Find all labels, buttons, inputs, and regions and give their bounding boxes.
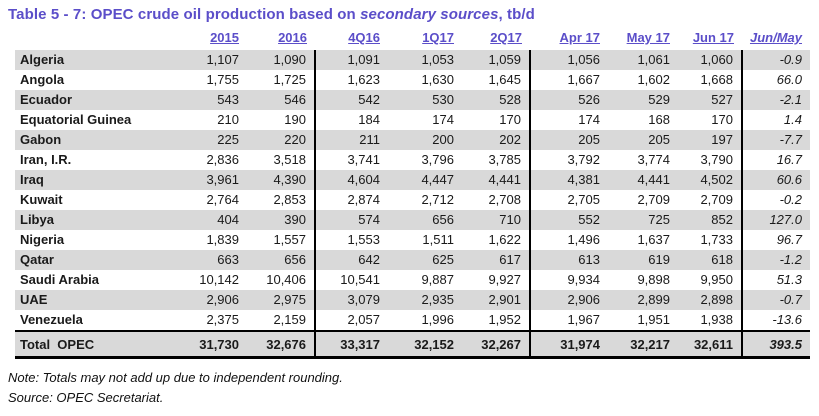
value-cell: 2,375 (206, 312, 239, 327)
value-cell: 656 (247, 250, 315, 270)
value-cell: 710 (462, 210, 530, 230)
value-cell: 1,667 (567, 72, 600, 87)
value-cell: 33,317 (315, 331, 388, 357)
value-cell: 205 (530, 130, 608, 150)
value-cell: 9,887 (421, 272, 454, 287)
value-cell: 4,390 (247, 170, 315, 190)
table-row (15, 170, 810, 190)
value-cell: 197 (678, 130, 742, 150)
value-cell: 2,709 (678, 190, 742, 210)
value-cell: -0.2 (779, 192, 802, 207)
table-row (15, 70, 810, 90)
value-cell: 1,511 (422, 232, 454, 247)
column-header-4q16: 4Q16 (348, 30, 380, 45)
header-country-col (15, 29, 185, 50)
value-cell: 96.7 (776, 232, 802, 247)
value-cell: 4,447 (388, 170, 462, 190)
value-cell: 3,790 (678, 150, 742, 170)
value-cell: -1.2 (742, 250, 810, 270)
value-cell: 32,217 (608, 331, 678, 357)
value-cell: 2,901 (462, 290, 530, 310)
value-cell: 9,898 (637, 272, 670, 287)
value-cell: 16.7 (776, 152, 802, 167)
value-cell: 725 (608, 210, 678, 230)
table-title-emphasis: secondary sources (360, 6, 499, 23)
value-cell: 211 (315, 130, 388, 150)
column-header-may-17: May 17 (626, 30, 670, 45)
value-cell: 642 (315, 250, 388, 270)
table-row (15, 130, 810, 150)
value-cell: 2,708 (462, 190, 530, 210)
value-cell: 1,645 (462, 70, 530, 90)
value-cell: 3,079 (315, 290, 388, 310)
note-rounding: Note: Totals may not add up due to independent rounding. (8, 369, 343, 385)
value-cell: 1,839 (206, 232, 239, 247)
value-cell: -0.9 (742, 50, 810, 70)
value-cell: 1,637 (637, 232, 670, 247)
value-cell: 2,899 (608, 290, 678, 310)
value-cell: 32,676 (247, 331, 315, 357)
value-cell: -7.7 (742, 130, 810, 150)
value-cell: 4,381 (530, 170, 608, 190)
value-cell: 1,056 (530, 50, 608, 70)
value-cell: 31,730 (185, 331, 247, 357)
value-cell: 1,602 (637, 72, 670, 87)
country-name: Total OPEC (15, 331, 185, 357)
column-header-2016: 2016 (278, 30, 307, 45)
value-cell: 170 (462, 110, 530, 130)
value-cell: -13.6 (772, 312, 802, 327)
value-cell: 202 (462, 130, 530, 150)
value-cell: 51.3 (776, 272, 802, 287)
country-name: Libya (15, 210, 185, 230)
table-row (15, 50, 810, 70)
value-cell: 2,836 (206, 152, 239, 167)
value-cell: 619 (608, 250, 678, 270)
value-cell: 527 (678, 90, 742, 110)
value-cell: 1,053 (388, 50, 462, 70)
value-cell: 1,996 (421, 312, 454, 327)
table-title-prefix: Table 5 - 7: OPEC crude oil production based on (8, 6, 361, 23)
value-cell: 9,927 (462, 270, 530, 290)
value-cell: 66.0 (776, 72, 802, 87)
value-cell: 663 (185, 250, 247, 270)
value-cell: 552 (530, 210, 608, 230)
country-name: Saudi Arabia (20, 272, 99, 287)
column-header-2015: 2015 (210, 30, 239, 45)
value-cell: 618 (678, 250, 742, 270)
note-source: Source: OPEC Secretariat. (8, 389, 164, 405)
value-cell: 1,553 (347, 232, 380, 247)
value-cell: -0.7 (742, 290, 810, 310)
value-cell: 3,792 (567, 152, 600, 167)
value-cell: 10,406 (247, 270, 315, 290)
value-cell: 60.6 (742, 170, 810, 190)
value-cell: 4,604 (315, 170, 388, 190)
value-cell: 2,709 (637, 192, 670, 207)
country-name: UAE (15, 290, 185, 310)
value-cell: 1,061 (608, 50, 678, 70)
table-row (15, 150, 810, 170)
value-cell: 184 (358, 112, 380, 127)
value-cell: 1,557 (247, 230, 315, 250)
value-cell: 1,755 (206, 72, 239, 87)
country-name: Nigeria (20, 232, 65, 247)
country-name: Qatar (15, 250, 185, 270)
value-cell: 404 (185, 210, 247, 230)
value-cell: 529 (608, 90, 678, 110)
value-cell: 1,496 (567, 232, 600, 247)
value-cell: 127.0 (742, 210, 810, 230)
value-cell: 3,518 (247, 150, 315, 170)
value-cell: 4,502 (678, 170, 742, 190)
value-cell: 220 (247, 130, 315, 150)
value-cell: 656 (388, 210, 462, 230)
value-cell: 1,938 (678, 310, 742, 331)
value-cell: 3,961 (185, 170, 247, 190)
total-row (15, 331, 810, 357)
table-row (15, 310, 810, 331)
value-cell: 3,796 (421, 152, 454, 167)
value-cell: 200 (388, 130, 462, 150)
value-cell: 613 (530, 250, 608, 270)
value-cell: 205 (608, 130, 678, 150)
country-name: Gabon (15, 130, 185, 150)
value-cell: -2.1 (742, 90, 810, 110)
value-cell: 32,152 (388, 331, 462, 357)
value-cell: 225 (185, 130, 247, 150)
value-cell: 2,874 (347, 192, 380, 207)
value-cell: 617 (462, 250, 530, 270)
value-cell: 2,159 (247, 310, 315, 331)
value-cell: 32,267 (462, 331, 530, 357)
value-cell: 1,668 (678, 70, 742, 90)
value-cell: 542 (315, 90, 388, 110)
value-cell: 4,441 (462, 170, 530, 190)
column-header-2q17: 2Q17 (490, 30, 522, 45)
opec-production-table (15, 29, 810, 359)
country-name: Angola (20, 72, 65, 87)
value-cell: 1,623 (347, 72, 380, 87)
value-cell: 1,059 (462, 50, 530, 70)
value-cell: 31,974 (530, 331, 608, 357)
value-cell: 625 (388, 250, 462, 270)
value-cell: 1.4 (783, 112, 802, 127)
value-cell: 10,142 (199, 272, 239, 287)
value-cell: 1,725 (247, 70, 315, 90)
value-cell: 543 (185, 90, 247, 110)
value-cell: 1,090 (247, 50, 315, 70)
value-cell: 170 (678, 110, 742, 130)
value-cell: 574 (315, 210, 388, 230)
value-cell: 9,934 (567, 272, 600, 287)
value-cell: 390 (247, 210, 315, 230)
value-cell: 190 (247, 110, 315, 130)
value-cell: 1,622 (462, 230, 530, 250)
column-header-apr-17: Apr 17 (559, 30, 600, 45)
value-cell: 852 (678, 210, 742, 230)
value-cell: 3,741 (347, 152, 380, 167)
table-row (15, 230, 810, 250)
value-cell: 32,611 (678, 331, 742, 357)
country-name: Iraq (15, 170, 185, 190)
value-cell: 1,630 (421, 72, 454, 87)
table-row (15, 250, 810, 270)
value-cell: 1,967 (567, 312, 600, 327)
table-row (15, 190, 810, 210)
column-header-jun-may: Jun/May (749, 30, 802, 45)
table-title-suffix: , tb/d (498, 6, 535, 23)
column-header-jun-17: Jun 17 (692, 30, 734, 45)
value-cell: 2,764 (206, 192, 239, 207)
value-cell: 528 (462, 90, 530, 110)
table-row (15, 110, 810, 130)
country-name: Ecuador (15, 90, 185, 110)
value-cell: 10,541 (340, 272, 380, 287)
value-cell: 526 (530, 90, 608, 110)
country-name: Venezuela (20, 312, 83, 327)
value-cell: 2,906 (185, 290, 247, 310)
value-cell: 1,951 (637, 312, 670, 327)
value-cell: 9,950 (678, 270, 742, 290)
value-cell: 2,057 (347, 312, 380, 327)
value-cell: 2,898 (678, 290, 742, 310)
table-row (15, 290, 810, 310)
table-row (15, 90, 810, 110)
value-cell: 210 (217, 112, 239, 127)
value-cell: 3,774 (637, 152, 670, 167)
value-cell: 1,733 (678, 230, 742, 250)
value-cell: 2,712 (421, 192, 454, 207)
value-cell: 2,906 (530, 290, 608, 310)
value-cell: 174 (432, 112, 454, 127)
country-name: Kuwait (20, 192, 63, 207)
value-cell: 1,107 (185, 50, 247, 70)
country-name: Equatorial Guinea (20, 112, 132, 127)
value-cell: 2,853 (247, 190, 315, 210)
value-cell: 4,441 (608, 170, 678, 190)
country-name: Algeria (15, 50, 185, 70)
table-body (15, 50, 810, 357)
value-cell: 174 (578, 112, 600, 127)
table-row (15, 210, 810, 230)
value-cell: 530 (388, 90, 462, 110)
value-cell: 546 (247, 90, 315, 110)
value-cell: 1,952 (462, 310, 530, 331)
country-name: Iran, I.R. (20, 152, 72, 167)
header-row (15, 29, 810, 50)
value-cell: 2,975 (247, 290, 315, 310)
value-cell: 1,060 (678, 50, 742, 70)
table-row (15, 270, 810, 290)
table-title (0, 0, 819, 29)
value-cell: 2,935 (388, 290, 462, 310)
value-cell: 2,705 (567, 192, 600, 207)
column-header-1q17: 1Q17 (422, 30, 454, 45)
value-cell: 1,091 (315, 50, 388, 70)
value-cell: 168 (648, 112, 670, 127)
value-cell: 393.5 (742, 331, 810, 357)
value-cell: 3,785 (462, 150, 530, 170)
